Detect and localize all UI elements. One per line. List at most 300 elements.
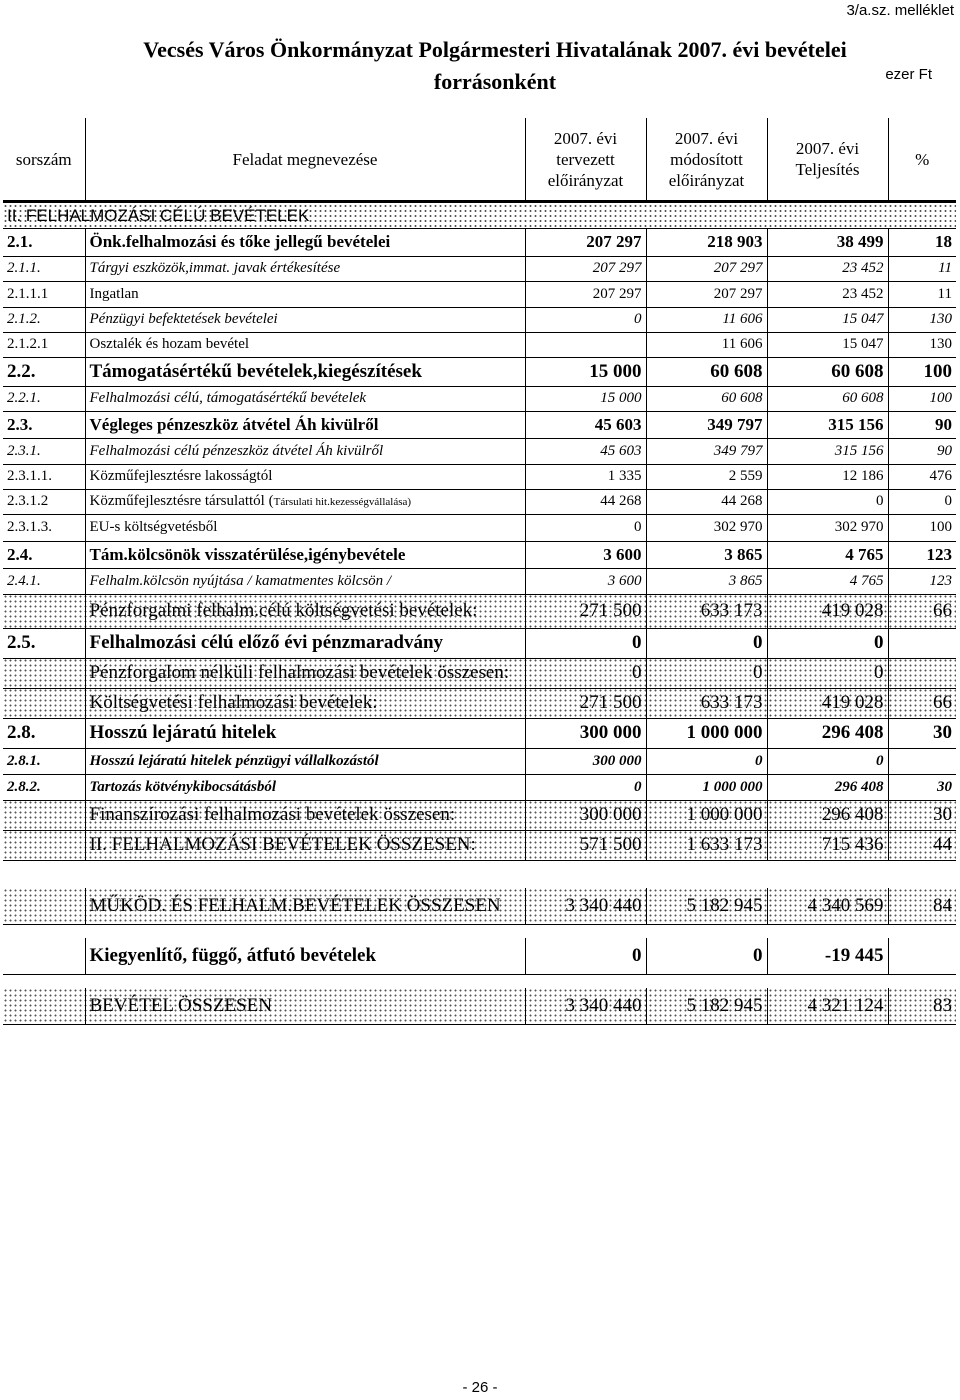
row-tervezett [525,438,646,464]
row-teljesites [767,628,888,658]
row-modositott [646,568,767,594]
row-pct-text: 90 [937,442,952,459]
row-teljesites-text: 419 028 [821,600,884,621]
row-code [3,568,85,594]
row-modositott [646,256,767,281]
row-code-text: 2.1.1.1 [7,285,49,302]
header-tervezett: 2007. évi tervezett előirányzat [525,118,646,202]
row-modositott [646,307,767,332]
row-name [85,628,525,658]
row-name-text: II. FELHALMOZÁSI BEVÉTELEK ÖSSZESEN: [89,834,476,855]
table-row [3,307,956,332]
row-modositott-text: 60 608 [710,360,763,382]
spacer-cell [3,974,956,988]
row-tervezett-text: 207 297 [586,232,642,252]
row-tervezett-text: 15 000 [589,360,642,382]
row-code [3,256,85,281]
row-pct-text: 90 [935,414,952,434]
row-pct-text: 100 [929,519,952,535]
row-modositott-text: 11 606 [722,311,763,327]
row-pct [888,229,956,256]
row-modositott-text: 2 559 [728,468,763,484]
row-teljesites-text: 0 [874,662,884,683]
row-pct [888,357,956,386]
table-row [3,229,956,256]
spacer-row [3,924,956,938]
row-name [85,568,525,594]
row-tervezett-text: 1 335 [607,468,642,484]
row-tervezett-text: 300 000 [592,752,642,769]
row-teljesites [767,386,888,411]
row-tervezett [525,888,646,924]
row-teljesites [767,514,888,541]
row-teljesites-text: 15 047 [842,336,884,352]
row-pct-text: 66 [933,600,952,621]
row-modositott-text: 633 173 [700,692,763,713]
row-modositott-text: 302 970 [713,519,763,535]
header-pct: % [888,118,956,202]
row-tervezett-text: 3 340 440 [565,994,642,1016]
row-teljesites [767,541,888,568]
row-teljesites [767,888,888,924]
table-row [3,594,956,628]
row-pct [888,256,956,281]
row-tervezett [525,774,646,800]
row-teljesites [767,800,888,830]
row-tervezett-text: 300 000 [579,804,642,825]
row-teljesites-text: 23 452 [842,285,884,302]
row-teljesites-text: 0 [876,493,884,509]
row-pct [888,628,956,658]
row-code-text: 2.3.1.2 [7,493,49,509]
spacer-cell [3,924,956,938]
row-name [85,688,525,718]
row-tervezett [525,229,646,256]
row-teljesites [767,748,888,774]
row-code-text: 2.1.1. [7,260,41,276]
row-name-text: Támogatásértékű bevételek,kiegészítések [89,360,422,382]
row-name [85,281,525,307]
row-tervezett [525,357,646,386]
row-modositott-text: 44 268 [721,493,763,509]
row-modositott [646,281,767,307]
row-pct [888,688,956,718]
row-name-text: Kiegyenlítő, függő, átfutó bevételek [89,944,377,966]
spacer-row [3,860,956,888]
row-name [85,541,525,568]
row-modositott [646,332,767,357]
row-code [3,307,85,332]
row-tervezett-text: 3 600 [603,544,642,564]
row-name-text: Hosszú lejáratú hitelek [89,722,277,743]
table-row [3,774,956,800]
row-pct-text: 130 [929,336,952,352]
header-row [3,118,956,202]
row-tervezett [525,464,646,489]
row-tervezett [525,628,646,658]
row-pct [888,718,956,748]
row-modositott-text: 1 000 000 [686,804,763,825]
page-title [90,34,900,98]
row-pct-text: 44 [933,834,952,855]
row-modositott-text: 0 [753,662,763,683]
row-tervezett [525,718,646,748]
row-teljesites [767,229,888,256]
row-pct-text: 66 [933,692,952,713]
row-teljesites-text: 12 186 [842,468,884,484]
row-pct-text: 11 [937,285,952,302]
row-tervezett-text: 0 [632,662,642,683]
row-teljesites [767,718,888,748]
row-pct [888,594,956,628]
row-tervezett-text: 0 [632,944,642,966]
row-name-text: Közműfejlesztésre társulattól ( [89,493,274,509]
row-teljesites [767,489,888,514]
row-pct-text: 30 [937,778,952,795]
row-modositott-text: 633 173 [700,600,763,621]
row-name [85,229,525,256]
row-name [85,748,525,774]
row-teljesites-text: 315 156 [828,414,884,434]
row-teljesites [767,774,888,800]
row-code [3,800,85,830]
row-tervezett [525,489,646,514]
row-code [3,688,85,718]
row-teljesites-text: 419 028 [821,692,884,713]
row-code [3,628,85,658]
row-teljesites-text: 4 765 [845,544,884,564]
table-row [3,568,956,594]
row-name-text: Végleges pénzeszköz átvétel Áh kivülről [89,414,379,434]
header-modositott: 2007. évi módosított előirányzat [646,118,767,202]
row-modositott-text: 3 865 [724,544,763,564]
row-name [85,357,525,386]
row-modositott-text: 60 608 [721,390,763,406]
table-row [3,988,956,1024]
row-teljesites [767,256,888,281]
row-pct [888,411,956,438]
row-tervezett [525,800,646,830]
table-row [3,628,956,658]
row-code [3,489,85,514]
row-pct [888,988,956,1024]
row-name-text: Hosszú lejáratú hitelek pénzügyi vállalkozástól [89,752,379,769]
row-teljesites-text: -19 445 [824,944,884,966]
row-name [85,256,525,281]
row-tervezett [525,988,646,1024]
row-code-text: 2.8.1. [7,752,41,769]
row-pct [888,386,956,411]
row-pct [888,307,956,332]
row-tervezett-text: 3 600 [607,572,642,589]
row-modositott-text: 1 633 173 [686,834,763,855]
row-teljesites [767,658,888,688]
table-row [3,386,956,411]
row-pct [888,568,956,594]
row-name-text: Közműfejlesztésre lakosságtól [89,468,273,484]
row-teljesites [767,988,888,1024]
row-teljesites [767,464,888,489]
row-name [85,514,525,541]
table-row [3,688,956,718]
row-modositott [646,888,767,924]
row-name [85,464,525,489]
row-teljesites [767,688,888,718]
row-name-text: Pénzforgalom nélküli felhalmozási bevételek összesen: [89,662,510,683]
row-code-text: 2.8. [7,722,36,743]
table-row [3,357,956,386]
row-code [3,464,85,489]
row-name-text: Finanszírozási felhalmozási bevételek összesen: [89,804,456,825]
row-name [85,888,525,924]
row-teljesites-text: 15 047 [842,311,884,327]
row-teljesites [767,830,888,860]
row-teljesites-text: 0 [876,752,884,769]
row-code [3,658,85,688]
row-tervezett-text: 15 000 [600,390,642,406]
row-modositott [646,658,767,688]
row-name [85,386,525,411]
row-tervezett-text: 207 297 [592,260,642,276]
row-pct [888,541,956,568]
row-teljesites [767,938,888,974]
table-row [3,800,956,830]
row-modositott [646,938,767,974]
row-code [3,594,85,628]
spacer-row [3,974,956,988]
row-name-text: Osztalék és hozam bevétel [89,336,250,352]
row-modositott-text: 349 797 [707,414,763,434]
row-pct [888,888,956,924]
row-tervezett-text: 300 000 [579,722,642,743]
row-code-text: 2.4.1. [7,572,41,589]
row-name-text: Pénzforgalmi felhalm.célú költségvetési bevételek: [89,600,478,621]
row-tervezett-text: 0 [634,519,642,535]
row-name-text: Költségvetési felhalmozási bevételek: [89,692,378,713]
row-modositott [646,464,767,489]
revenue-table [3,118,956,229]
row-pct-text: 100 [929,390,952,406]
table-row [3,489,956,514]
table-row [3,256,956,281]
row-tervezett [525,411,646,438]
row-name [85,830,525,860]
row-name [85,938,525,974]
row-code-text: 2.5. [7,632,36,653]
row-teljesites-text: 715 436 [821,834,884,855]
row-tervezett [525,938,646,974]
row-tervezett-text: 3 340 440 [565,894,642,916]
row-pct-text: 18 [935,232,952,252]
row-name-text: Felhalmozási célú, támogatásértékű bevételek [89,390,367,406]
header-sorszam: sorszám [15,149,72,169]
row-name-text: Felhalmozási célú előző évi pénzmaradvány [89,632,444,653]
row-code [3,281,85,307]
row-pct-text: 0 [944,493,952,509]
row-modositott-text: 218 903 [707,232,763,252]
row-code [3,541,85,568]
row-modositott-text: 349 797 [713,442,763,459]
table-row [3,888,956,924]
row-code [3,774,85,800]
row-pct [888,774,956,800]
row-teljesites-text: 296 408 [834,778,884,795]
row-name-text: Felhalm.kölcsön nyújtása / kamatmentes kölcsön / [89,572,392,589]
row-tervezett [525,594,646,628]
row-code [3,229,85,256]
row-code-text: 2.1. [7,232,33,252]
page-number: - 26 - [462,1379,498,1396]
row-pct [888,489,956,514]
row-name [85,489,525,514]
row-teljesites [767,411,888,438]
table-row [3,411,956,438]
revenue-table-body [3,229,956,1025]
row-tervezett [525,281,646,307]
row-code-text: 2.8.2. [7,778,41,795]
row-tervezett [525,541,646,568]
section-title: II. FELHALMOZÁSI CÉLÚ BEVÉTELEK [3,202,956,229]
row-tervezett [525,514,646,541]
row-name [85,332,525,357]
row-teljesites-text: 23 452 [842,260,884,276]
row-name-text: Tartozás kötvénykibocsátásból [89,778,277,795]
row-tervezett [525,658,646,688]
row-code [3,438,85,464]
row-pct [888,438,956,464]
row-code [3,748,85,774]
row-tervezett [525,256,646,281]
row-pct-text: 123 [929,572,952,589]
row-tervezett-text: 45 603 [600,442,642,459]
row-teljesites [767,438,888,464]
row-modositott-text: 0 [755,752,763,769]
table-row [3,514,956,541]
row-name [85,658,525,688]
table-row [3,464,956,489]
row-code [3,830,85,860]
row-teljesites [767,594,888,628]
row-name-text: Felhalmozási célú pénzeszköz átvétel Áh kivülről [89,442,384,459]
table-row [3,541,956,568]
row-name-text: Pénzügyi befektetések bevételei [89,311,278,327]
row-code-text: 2.1.2.1 [7,336,49,352]
row-code [3,718,85,748]
title-line-1: Vecsés Város Önkormányzat Polgármesteri Hivatalának 2007. évi bevételei [143,37,847,62]
row-teljesites [767,307,888,332]
row-modositott [646,514,767,541]
row-modositott [646,718,767,748]
row-name-text: MŰKÖD. ÉS FELHALM.BEVÉTELEK ÖSSZESEN [89,894,501,916]
row-modositott [646,489,767,514]
row-pct [888,830,956,860]
row-pct-text: 123 [926,544,952,564]
row-tervezett [525,307,646,332]
row-modositott [646,800,767,830]
row-teljesites [767,281,888,307]
row-tervezett-text: 571 500 [579,834,642,855]
row-pct-text: 30 [933,804,952,825]
row-pct-text: 130 [929,311,952,327]
row-pct [888,332,956,357]
row-modositott-text: 5 182 945 [686,994,763,1016]
row-teljesites-text: 296 408 [821,722,884,743]
row-modositott-text: 1 000 000 [686,722,763,743]
row-code-text: 2.2.1. [7,390,41,406]
row-modositott-text: 0 [753,944,763,966]
row-modositott-text: 5 182 945 [686,894,763,916]
row-pct-text: 83 [933,994,952,1016]
header-feladat: Feladat megnevezése [85,118,525,202]
row-name [85,438,525,464]
row-modositott [646,628,767,658]
row-modositott [646,386,767,411]
row-tervezett [525,332,646,357]
row-teljesites-text: 0 [874,632,884,653]
row-tervezett-text: 44 268 [600,493,642,509]
row-code [3,514,85,541]
row-pct [888,281,956,307]
row-pct [888,800,956,830]
row-modositott [646,748,767,774]
table-row [3,658,956,688]
row-code-text: 2.4. [7,544,33,564]
row-teljesites-text: 4 340 569 [807,894,884,916]
row-code [3,332,85,357]
row-teljesites-text: 38 499 [836,232,884,252]
row-modositott [646,229,767,256]
row-name [85,988,525,1024]
spacer-cell [3,860,956,888]
row-name [85,718,525,748]
row-code-text: 2.3.1.1. [7,468,52,484]
row-tervezett [525,386,646,411]
row-name-text: Tárgyi eszközök,immat. javak értékesítése [89,260,341,276]
row-name [85,800,525,830]
annex-label: 3/a.sz. melléklet [846,2,954,19]
title-line-2: forrásonként [433,69,557,94]
table-row [3,332,956,357]
row-pct [888,514,956,541]
row-pct-text: 11 [938,260,952,276]
table-row [3,718,956,748]
row-modositott-text: 11 606 [721,336,763,352]
row-modositott [646,830,767,860]
row-name [85,411,525,438]
row-pct-text: 84 [933,894,952,916]
row-pct [888,658,956,688]
row-code-text: 2.1.2. [7,311,41,327]
row-pct-text: 476 [929,468,952,484]
row-name [85,307,525,332]
row-teljesites [767,332,888,357]
row-teljesites-text: 315 156 [834,442,884,459]
row-code [3,386,85,411]
header-teljesites: 2007. évi Teljesítés [767,118,888,202]
row-tervezett-text: 0 [634,778,642,795]
section-title-row [3,202,956,229]
row-pct-text: 30 [933,722,952,743]
row-teljesites-text: 302 970 [834,519,884,535]
table-row [3,938,956,974]
row-tervezett-text: 271 500 [579,600,642,621]
row-pct-text: 100 [923,360,952,382]
row-code [3,938,85,974]
row-tervezett-text: 207 297 [592,285,642,302]
row-tervezett-text: 0 [632,632,642,653]
row-name-text: Ingatlan [89,285,139,302]
row-teljesites-text: 296 408 [821,804,884,825]
